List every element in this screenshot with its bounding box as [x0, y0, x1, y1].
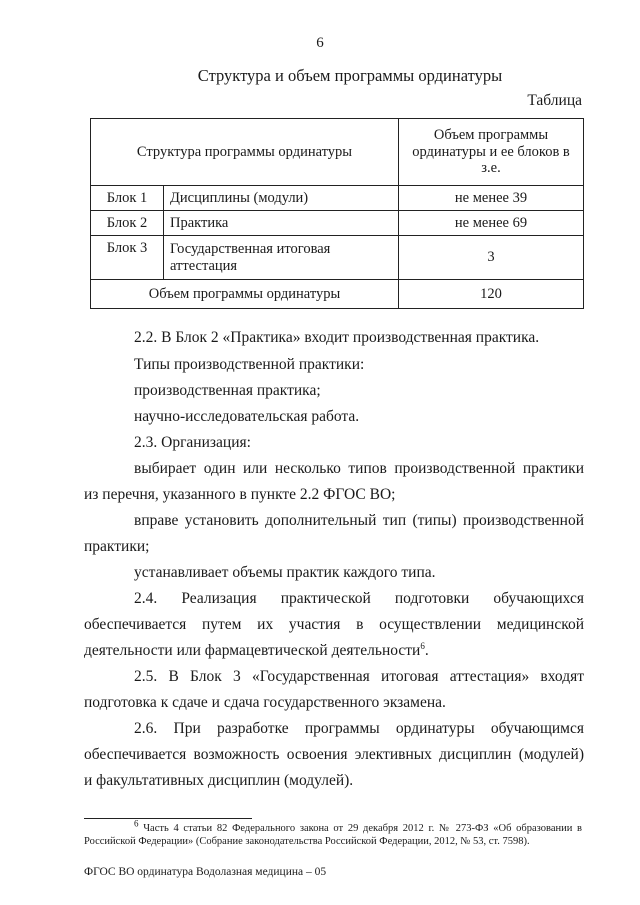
block-cell: Блок 3 — [91, 236, 164, 280]
table-row — [91, 211, 584, 236]
header-volume: Объем программы ординатуры и ее блоков в з.е. — [399, 119, 584, 186]
paragraph-line — [84, 641, 429, 661]
footnote-ref: 6 — [420, 640, 425, 651]
table-row — [91, 186, 584, 211]
paragraph-2-6: 2.6. При разработке программы ординатуры обучающимся — [134, 720, 584, 737]
footnote-text: Часть 4 статьи 82 Федерального закона от 29 декабря 2012 г. № 273-ФЗ «Об образовании в Российской Федерации» (Собрание законодательства Российской Федерации, 2012, № 53, ст. 7598). — [84, 823, 583, 847]
paragraph-line: вправе установить дополнительный тип (типы) производственной — [134, 512, 584, 529]
footnote-divider — [84, 818, 252, 819]
paragraph-2-3: 2.3. Организация: — [134, 434, 251, 451]
table-label: Таблица — [527, 92, 582, 109]
program-structure-table — [90, 118, 584, 309]
paragraph-type-2: научно-исследовательская работа. — [134, 408, 360, 425]
paragraph-line: подготовка к сдаче и сдача государственного экзамена. — [84, 694, 446, 711]
paragraph-line: обеспечивается возможность освоения элективных дисциплин (модулей) — [84, 746, 584, 763]
block-name-cell: Дисциплины (модули) — [164, 186, 399, 211]
total-value: 120 — [399, 280, 584, 309]
page-number: 6 — [316, 35, 324, 51]
block-name-cell: Практика — [164, 211, 399, 236]
paragraph-line: и факультативных дисциплин (модулей). — [84, 772, 354, 789]
block-volume-cell: 3 — [399, 236, 584, 280]
paragraph-line: устанавливает объемы практик каждого типа. — [134, 564, 436, 581]
table-row — [91, 236, 584, 280]
header-structure: Структура программы ординатуры — [91, 119, 399, 186]
table-total-row — [91, 280, 584, 309]
block-cell: Блок 2 — [91, 211, 164, 236]
block-volume-cell: не менее 69 — [399, 211, 584, 236]
section-title: Структура и объем программы ординатуры — [197, 66, 503, 85]
footnote — [84, 818, 583, 848]
paragraph-line: выбирает один или несколько типов производственной практики — [134, 460, 584, 477]
block-volume-cell: не менее 39 — [399, 186, 584, 211]
paragraph-text: деятельности или фармацевтической деятельности — [84, 642, 421, 659]
page-footer: ФГОС ВО ординатура Водолазная медицина – 05 — [84, 866, 327, 878]
paragraph-line: обеспечивается путем их участия в осуществлении медицинской — [84, 616, 584, 633]
paragraph-2-2: 2.2. В Блок 2 «Практика» входит производственная практика. — [134, 329, 540, 346]
paragraph-text: . — [424, 642, 429, 659]
paragraph-2-5: 2.5. В Блок 3 «Государственная итоговая аттестация» входят — [134, 668, 584, 685]
footnote-marker: 6 — [134, 818, 139, 829]
block-name-cell: Государственная итоговая аттестация — [164, 236, 399, 280]
block-cell: Блок 1 — [91, 186, 164, 211]
paragraph-line: практики; — [84, 538, 150, 555]
table-header-row — [91, 119, 584, 186]
total-label: Объем программы ординатуры — [91, 280, 399, 309]
paragraph-2-4: 2.4. Реализация практической подготовки обучающихся — [134, 590, 584, 607]
paragraph-type-1: производственная практика; — [134, 382, 321, 399]
paragraph-line: из перечня, указанного в пункте 2.2 ФГОС ВО; — [84, 486, 396, 503]
paragraph-types: Типы производственной практики: — [134, 356, 365, 373]
